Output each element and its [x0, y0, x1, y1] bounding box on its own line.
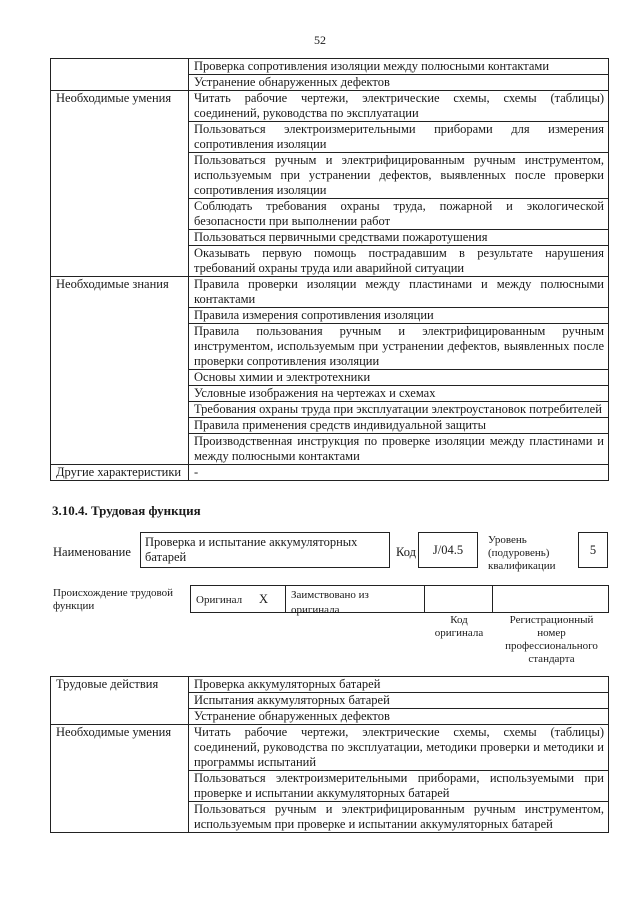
- table-row: [51, 725, 609, 771]
- category-cell: Другие характеристики: [51, 465, 189, 481]
- description-cell: Требования охраны труда при эксплуатации электроустановок потребителей: [189, 402, 609, 418]
- description-cell: Испытания аккумуляторных батарей: [189, 693, 609, 709]
- description-cell: Устранение обнаруженных дефектов: [189, 75, 609, 91]
- description-cell: Пользоваться первичными средствами пожаротушения: [189, 230, 609, 246]
- description-cell: Правила измерения сопротивления изоляции: [189, 308, 609, 324]
- table-row: [51, 277, 609, 308]
- description-cell: Пользоваться электроизмерительными приборами, используемыми при проверке и испытании аккумуляторных батарей: [189, 771, 609, 802]
- code-value-box: [418, 532, 478, 568]
- original-cell: [190, 585, 286, 613]
- table-row: [51, 677, 609, 693]
- description-cell: Правила применения средств индивидуальной защиты: [189, 418, 609, 434]
- competency-table-top: [50, 58, 609, 481]
- description-cell: Проверка аккумуляторных батарей: [189, 677, 609, 693]
- level-label: Уровень (подуровень) квалификации: [488, 534, 556, 572]
- level-value-box: [578, 532, 608, 568]
- description-cell: Правила проверки изоляции между пластинами и между полюсными контактами: [189, 277, 609, 308]
- category-cell: Необходимые умения: [51, 91, 189, 277]
- name-value: Проверка и испытание аккумуляторных батарей: [145, 535, 358, 564]
- description-cell: Оказывать первую помощь пострадавшим в результате нарушения требований охраны труда или аварийной ситуации: [189, 246, 609, 277]
- borrowed-cell: [285, 585, 425, 616]
- level-value: 5: [589, 543, 597, 557]
- category-cell: [51, 59, 189, 91]
- category-cell: Необходимые умения: [51, 725, 189, 833]
- original-label: Оригинал: [196, 594, 243, 606]
- description-cell: Условные изображения на чертежах и схемах: [189, 386, 609, 402]
- description-cell: Основы химии и электротехники: [189, 370, 609, 386]
- code-label: Код: [396, 545, 416, 559]
- category-cell: Необходимые знания: [51, 277, 189, 465]
- description-cell: Соблюдать требования охраны труда, пожарной и экологической безопасности при выполнении работ: [189, 199, 609, 230]
- competency-table-bottom: [50, 676, 609, 833]
- description-cell: -: [189, 465, 609, 481]
- page-number: 52: [314, 33, 326, 47]
- description-cell: Пользоваться ручным и электрифицированным ручным инструментом, используемым при устранении дефектов, выявленных после проверки сопротивления изоляции: [189, 153, 609, 199]
- description-cell: Производственная инструкция по проверке изоляции между пластинами и между полюсными контактами: [189, 434, 609, 465]
- description-cell: Пользоваться ручным и электрифицированным ручным инструментом, используемым при проверке и испытании аккумуляторных батарей: [189, 802, 609, 833]
- name-value-box: [140, 532, 390, 568]
- category-cell: Трудовые действия: [51, 677, 189, 725]
- borrowed-label: Заимствовано из оригинала: [291, 589, 369, 616]
- description-cell: Читать рабочие чертежи, электрические схемы, схемы (таблицы) соединений, руководства по эксплуатации: [189, 91, 609, 122]
- description-cell: Пользоваться электроизмерительными приборами для измерения сопротивления изоляции: [189, 122, 609, 153]
- description-cell: Устранение обнаруженных дефектов: [189, 709, 609, 725]
- code-original-cell: [424, 585, 493, 613]
- reg-number-caption: Регистрационный номер профессионального стандарта: [505, 614, 598, 665]
- reg-number-cell: [492, 585, 609, 613]
- description-cell: Проверка сопротивления изоляции между полюсными контактами: [189, 59, 609, 75]
- table-row: [51, 59, 609, 75]
- section-title: 3.10.4. Трудовая функция: [52, 503, 201, 518]
- table-row: [51, 465, 609, 481]
- description-cell: Читать рабочие чертежи, электрические схемы, схемы (таблицы) соединений, руководства по эксплуатации, методики проверки и методики и программы испытаний: [189, 725, 609, 771]
- description-cell: Правила пользования ручным и электрифицированным ручным инструментом, используемым при устранении дефектов, выявленных после проверки сопротивления изоляции: [189, 324, 609, 370]
- origin-label: Происхождение трудовой функции: [53, 587, 174, 612]
- name-label: Наименование: [53, 545, 131, 559]
- code-value: J/04.5: [432, 543, 464, 557]
- original-mark: X: [259, 592, 269, 606]
- table-row: [51, 91, 609, 122]
- code-original-caption: Код оригинала: [434, 614, 484, 639]
